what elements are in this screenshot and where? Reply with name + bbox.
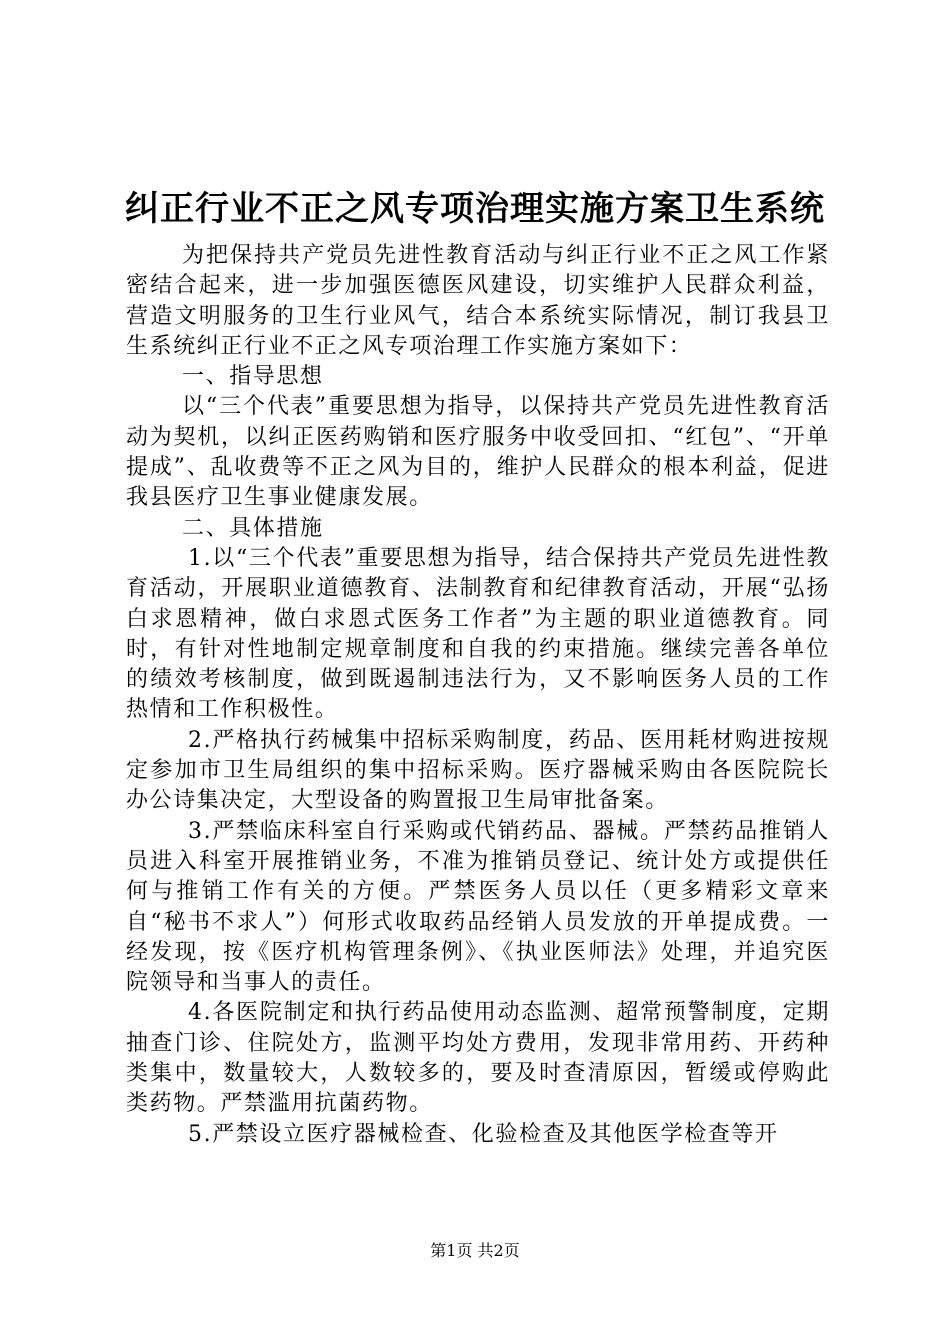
measure-item-1: 1.以“三个代表”重要思想为指导，结合保持共产党员先进性教育活动，开展职业道德教育、法制教育和纪律教育活动，开展“弘扬白求恩精神，做白求恩式医务工作者”为主题的职业道德教育。同时，有针对性地制定规章制度和自我的约束措施。继续完善各单位的绩效考核制度，做到既遏制违法行为，又不影响医务人员的工作热情和工作积极性。 — [126, 545, 830, 723]
measure-item-3: 3.严禁临床科室自行采购或代销药品、器械。严禁药品推销人员进入科室开展推销业务，不准为推销员登记、统计处方或提供任何与推销工作有关的方便。严禁医务人员以任（更多精彩文章来自“秘书不求人”）何形式收取药品经销人员发放的开单提成费。一经发现，按《医疗机构管理条例》、《执业医师法》处理，并追究医院领导和当事人的责任。 — [126, 818, 830, 996]
document-body — [126, 241, 830, 1150]
guiding-ideology-paragraph: 以“三个代表”重要思想为指导，以保持共产党员先进性教育活动为契机，以纠正医药购销和医疗服务中收受回扣、“红包”、“开单提成”、乱收费等不正之风为目的，维护人民群众的根本利益，促进我县医疗卫生事业健康发展。 — [126, 394, 830, 511]
page-number-footer: 第1页 共2页 — [430, 1241, 520, 1260]
intro-paragraph: 为把保持共产党员先进性教育活动与纠正行业不正之风工作紧密结合起来，进一步加强医德医风建设，切实维护人民群众利益，营造文明服务的卫生行业风气，结合本系统实际情况，制订我县卫生系统纠正行业不正之风专项治理工作实施方案如下： — [126, 243, 830, 359]
measure-item-5: 5.严禁设立医疗器械检查、化验检查及其他医学检查等开 — [188, 1121, 779, 1147]
measure-item-4: 4.各医院制定和执行药品使用动态监测、超常预警制度，定期抽查门诊、住院处方，监测平均处方费用，发现非常用药、开药种类集中，数量较大，人数较多的，要及时查清原因，暂缓或停购此类药物。严禁滥用抗菌药物。 — [126, 1000, 830, 1117]
measure-item-2: 2.严格执行药械集中招标采购制度，药品、医用耗材购进按规定参加市卫生局组织的集中招标采购。医疗器械采购由各医院院长办公诗集决定，大型设备的购置报卫生局审批备案。 — [126, 727, 830, 814]
document-title: 纠正行业不正之风专项治理实施方案卫生系统 — [125, 189, 825, 229]
section-heading-specific-measures: 二、具体措施 — [182, 515, 324, 541]
section-heading-guiding-ideology: 一、指导思想 — [182, 364, 324, 390]
